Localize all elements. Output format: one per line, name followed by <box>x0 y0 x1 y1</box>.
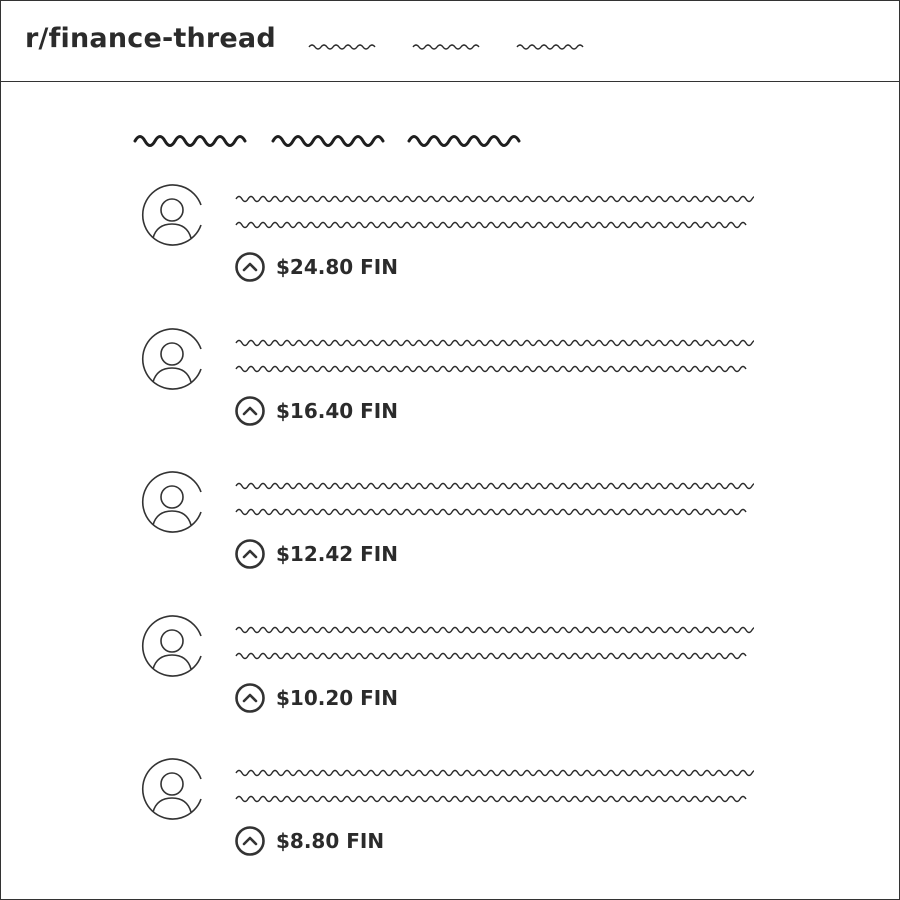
comment-text-scribble <box>234 185 754 245</box>
user-avatar-icon[interactable] <box>139 470 205 534</box>
upvote-chevron-icon[interactable] <box>234 825 266 857</box>
nav-link-2[interactable] <box>411 37 483 53</box>
vote-row <box>234 825 384 857</box>
comment-3 <box>139 470 779 590</box>
nav-link-1[interactable] <box>307 37 379 53</box>
comment-text-scribble <box>234 759 754 819</box>
upvote-chevron-icon[interactable] <box>234 682 266 714</box>
comment-4 <box>139 614 779 734</box>
user-avatar-icon[interactable] <box>139 614 205 678</box>
comment-1 <box>139 183 779 303</box>
tip-amount: $24.80 FIN <box>276 255 398 279</box>
header-bar <box>1 1 899 82</box>
nav-link-3[interactable] <box>515 37 587 53</box>
comment-5 <box>139 757 779 877</box>
comment-text-scribble <box>234 329 754 389</box>
upvote-chevron-icon[interactable] <box>234 395 266 427</box>
vote-row <box>234 251 398 283</box>
vote-row <box>234 395 398 427</box>
user-avatar-icon[interactable] <box>139 183 205 247</box>
upvote-chevron-icon[interactable] <box>234 251 266 283</box>
tip-amount: $8.80 FIN <box>276 829 385 853</box>
tip-amount: $12.42 FIN <box>276 542 398 566</box>
comment-2 <box>139 327 779 447</box>
vote-row <box>234 682 398 714</box>
comment-text-scribble <box>234 616 754 676</box>
subreddit-title[interactable]: r/finance-thread <box>25 23 276 54</box>
user-avatar-icon[interactable] <box>139 757 205 821</box>
vote-row <box>234 538 398 570</box>
upvote-chevron-icon[interactable] <box>234 538 266 570</box>
user-avatar-icon[interactable] <box>139 327 205 391</box>
comment-text-scribble <box>234 472 754 532</box>
tip-amount: $10.20 FIN <box>276 686 398 710</box>
thread-title-scribble <box>131 119 531 153</box>
tip-amount: $16.40 FIN <box>276 399 398 423</box>
